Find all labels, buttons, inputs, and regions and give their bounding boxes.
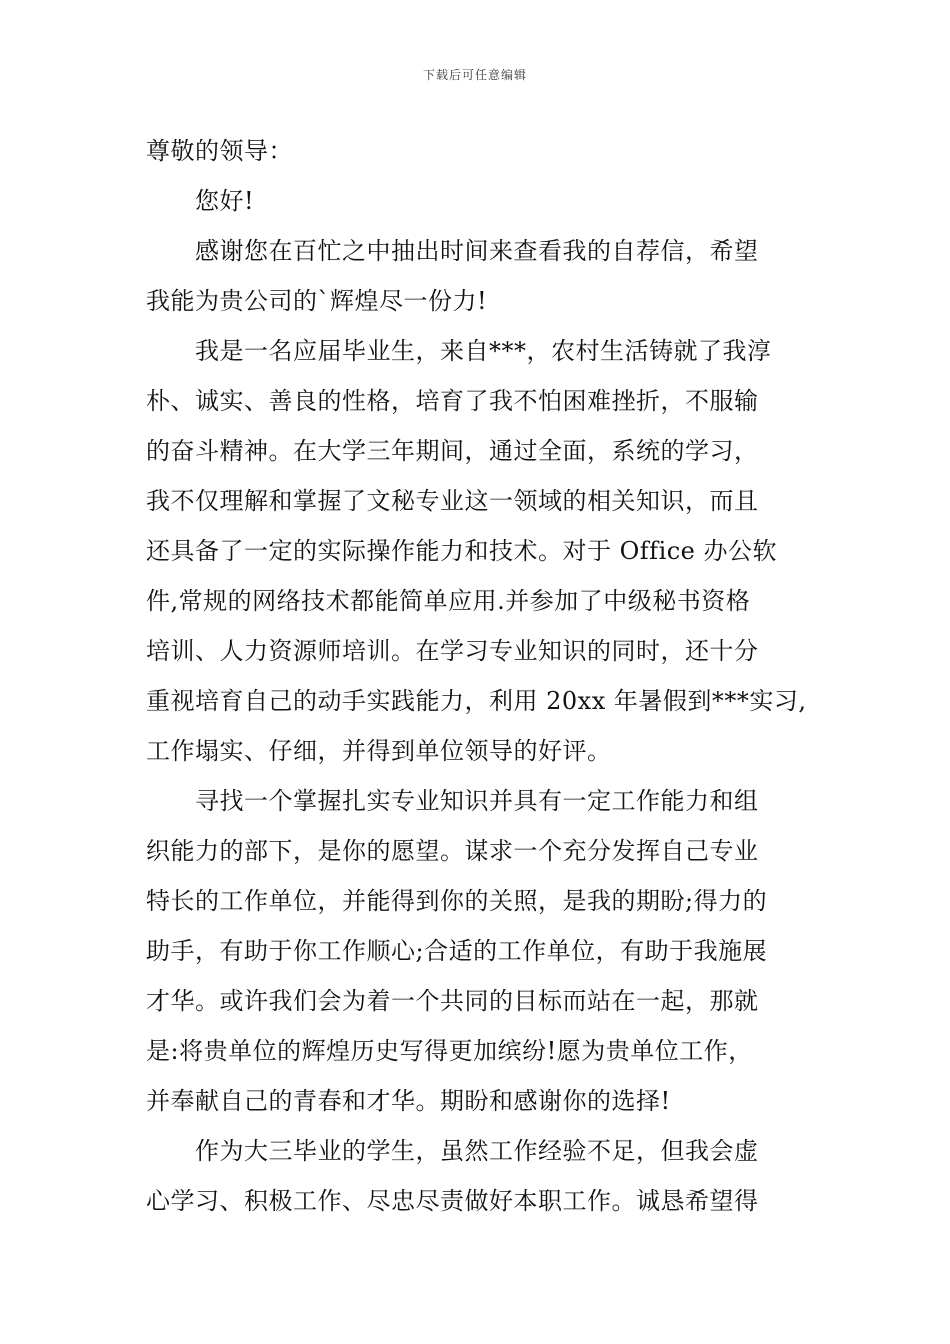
paragraph-line: 我不仅理解和掌握了文秘专业这一领域的相关知识，而且: [146, 487, 759, 515]
page-header-note: 下载后可任意编辑: [422, 68, 527, 82]
paragraph-line: 是:将贵单位的辉煌历史写得更加缤纷!愿为贵单位工作，: [146, 1037, 753, 1065]
paragraph-line: 我能为贵公司的`辉煌尽一份力!: [146, 287, 488, 315]
paragraph-line: 还具备了一定的实际操作能力和技术。对于 Office 办公软: [146, 537, 778, 565]
paragraph-line: 培训、人力资源师培训。在学习专业知识的同时，还十分: [146, 637, 759, 665]
paragraph-line: 才华。或许我们会为着一个共同的目标而站在一起，那就: [146, 987, 759, 1015]
paragraph-line: 工作塌实、仔细，并得到单位领导的好评。: [146, 737, 612, 765]
paragraph-line: 感谢您在百忙之中抽出时间来查看我的自荐信，希望: [195, 237, 759, 265]
paragraph-line: 朴、诚实、善良的性格，培育了我不怕困难挫折，不服输: [146, 387, 759, 415]
greeting: 您好!: [195, 187, 255, 215]
paragraph-line: 我是一名应届毕业生，来自***，农村生活铸就了我淳: [195, 337, 772, 365]
salutation: 尊敬的领导：: [146, 137, 293, 165]
paragraph-line: 的奋斗精神。在大学三年期间，通过全面，系统的学习，: [146, 437, 759, 465]
paragraph-line: 寻找一个掌握扎实专业知识并具有一定工作能力和组: [195, 787, 759, 815]
paragraph-line: 织能力的部下，是你的愿望。谋求一个充分发挥自己专业: [146, 837, 759, 865]
paragraph-line: 心学习、积极工作、尽忠尽责做好本职工作。诚恳希望得: [146, 1187, 759, 1215]
letter-body: [146, 126, 836, 1226]
paragraph-line: 特长的工作单位，并能得到你的关照，是我的期盼;得力的: [146, 887, 768, 915]
paragraph-line: 助手，有助于你工作顺心;合适的工作单位，有助于我施展: [146, 937, 768, 965]
paragraph-line: 件,常规的网络技术都能简单应用.并参加了中级秘书资格: [146, 587, 751, 615]
paragraph-line: 重视培育自己的动手实践能力，利用 20xx 年暑假到***实习,: [146, 687, 807, 715]
paragraph-line: 作为大三毕业的学生，虽然工作经验不足，但我会虚: [195, 1137, 759, 1165]
paragraph-line: 并奉献自己的青春和才华。期盼和感谢你的选择!: [146, 1087, 671, 1115]
